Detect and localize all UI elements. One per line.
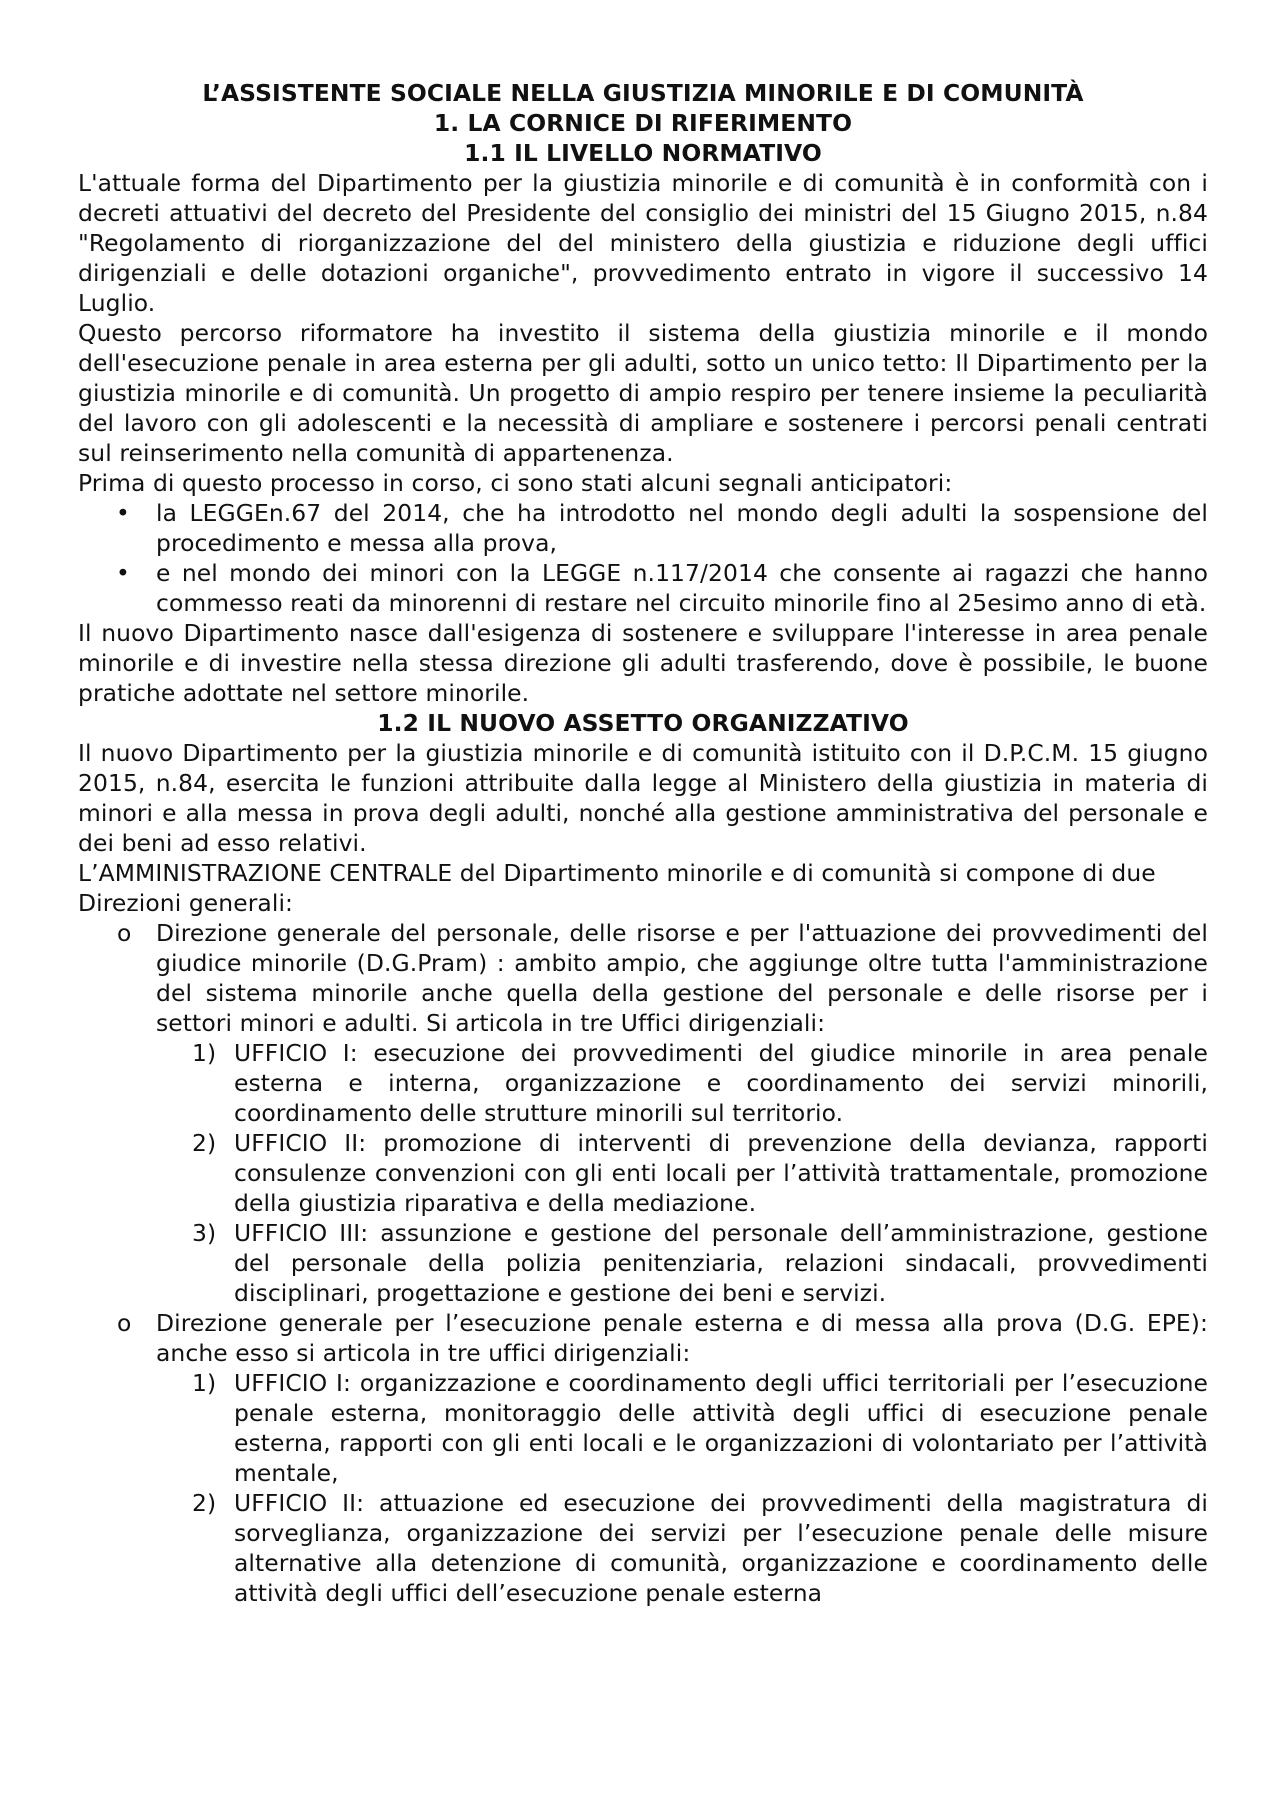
office-item [78, 1128, 1208, 1218]
office-item [78, 1218, 1208, 1308]
office-number: 1) [192, 1369, 217, 1397]
section-heading-1: 1. LA CORNICE DI RIFERIMENTO [433, 109, 853, 137]
paragraph: L'attuale forma del Dipartimento per la giustizia minorile e di comunità è in conformità con i decreti attuativi del decreto del Presidente del consiglio dei ministri del 15 Giugno 2015, n.84 "Regolamento di riorganizzazione del del ministero della giustizia e riduzione degli uffici dirigenziali e delle dotazioni organiche", provvedimento entrato in vigore il successivo 14 Luglio. [78, 169, 1208, 317]
office-text: UFFICIO III: assunzione e gestione del personale dell’amministrazione, gestione del personale della polizia penitenziaria, relazioni sindacali, provvedimenti disciplinari, progettazione e gestione dei beni e servizi. [234, 1219, 1208, 1307]
paragraph: Prima di questo processo in corso, ci sono stati alcuni segnali anticipatori: [78, 469, 953, 497]
bullet-marker: • [116, 499, 130, 527]
direction-item [78, 1308, 1208, 1368]
paragraph: L’AMMINISTRAZIONE CENTRALE del Dipartimento minorile e di comunità si compone di due Direzioni generali: [78, 859, 1156, 917]
office-item [78, 1488, 1208, 1608]
paragraph: Questo percorso riformatore ha investito il sistema della giustizia minorile e il mondo dell'esecuzione penale in area esterna per gli adulti, sotto un unico tetto: Il Dipartimento per la giustizia minorile e di comunità. Un progetto di ampio respiro per tenere insieme la peculiarità del lavoro con gli adolescenti e la necessità di ampliare e sostenere i percorsi penali centrati sul reinserimento nella comunità di appartenenza. [78, 319, 1208, 467]
office-number: 2) [192, 1489, 217, 1517]
office-text: UFFICIO II: promozione di interventi di prevenzione della devianza, rapporti consulenze convenzioni con gli enti locali per l’attività trattamentale, promozione della giustizia riparativa e della mediazione. [234, 1129, 1208, 1217]
direction-item [78, 918, 1208, 1038]
list-item-text: e nel mondo dei minori con la LEGGE n.117/2014 che consente ai ragazzi che hanno commesso reati da minorenni di restare nel circuito minorile fino al 25esimo anno di età. [156, 559, 1208, 617]
offices-list [78, 1368, 1208, 1608]
paragraph: Il nuovo Dipartimento per la giustizia minorile e di comunità istituito con il D.P.C.M. 15 giugno 2015, n.84, esercita le funzioni attribuite dalla legge al Ministero della giustizia in materia di minori e alla messa in prova degli adulti, nonché alla gestione amministrativa del personale e dei beni ad esso relativi. [78, 739, 1208, 857]
offices-list [78, 1038, 1208, 1308]
office-text: UFFICIO I: esecuzione dei provvedimenti del giudice minorile in area penale esterna e interna, organizzazione e coordinamento dei servizi minorili, coordinamento delle strutture minorili sul territorio. [234, 1039, 1208, 1127]
office-text: UFFICIO I: organizzazione e coordinamento degli uffici territoriali per l’esecuzione penale esterna, monitoraggio delle attività degli uffici di esecuzione penale esterna, rapporti con gli enti locali e le organizzazioni di volontariato per l’attività mentale, [234, 1369, 1208, 1487]
directions-list [78, 918, 1208, 1038]
direction-marker: o [117, 919, 132, 947]
list-item [78, 498, 1208, 558]
office-number: 1) [192, 1039, 217, 1067]
list-item-text: la LEGGEn.67 del 2014, che ha introdotto nel mondo degli adulti la sospensione del procedimento e messa alla prova, [156, 499, 1208, 557]
office-text: UFFICIO II: attuazione ed esecuzione dei provvedimenti della magistratura di sorveglianza, organizzazione dei servizi per l’esecuzione penale delle misure alternative alla detenzione di comunità, organizzazione e coordinamento delle attività degli uffici dell’esecuzione penale esterna [234, 1489, 1208, 1607]
office-number: 2) [192, 1129, 217, 1157]
office-item [78, 1038, 1208, 1128]
paragraph: Il nuovo Dipartimento nasce dall'esigenza di sostenere e sviluppare l'interesse in area penale minorile e di investire nella stessa direzione gli adulti trasferendo, dove è possibile, le buone pratiche adottate nel settore minorile. [78, 619, 1208, 707]
direction-text: Direzione generale per l’esecuzione penale esterna e di messa alla prova (D.G. EPE): anche esso si articola in tre uffici dirigenziali: [156, 1309, 1208, 1367]
office-item [78, 1368, 1208, 1488]
bullet-marker: • [116, 559, 130, 587]
directions-list [78, 1308, 1208, 1368]
list-item [78, 558, 1208, 618]
document-page [78, 78, 1208, 1608]
bullet-list [78, 498, 1208, 618]
direction-text: Direzione generale del personale, delle risorse e per l'attuazione dei provvedimenti del giudice minorile (D.G.Pram) : ambito ampio, che aggiunge oltre tutta l'amministrazione del sistema minorile anche quella della gestione del personale e delle risorse per i settori minori e adulti. Si articola in tre Uffici dirigenziali: [156, 919, 1208, 1037]
direction-marker: o [117, 1309, 132, 1337]
document-title: L’ASSISTENTE SOCIALE NELLA GIUSTIZIA MINORILE E DI COMUNITÀ [202, 79, 1084, 107]
subsection-heading-1-2: 1.2 IL NUOVO ASSETTO ORGANIZZATIVO [377, 709, 909, 737]
subsection-heading-1-1: 1.1 IL LIVELLO NORMATIVO [464, 139, 822, 167]
office-number: 3) [192, 1219, 217, 1247]
